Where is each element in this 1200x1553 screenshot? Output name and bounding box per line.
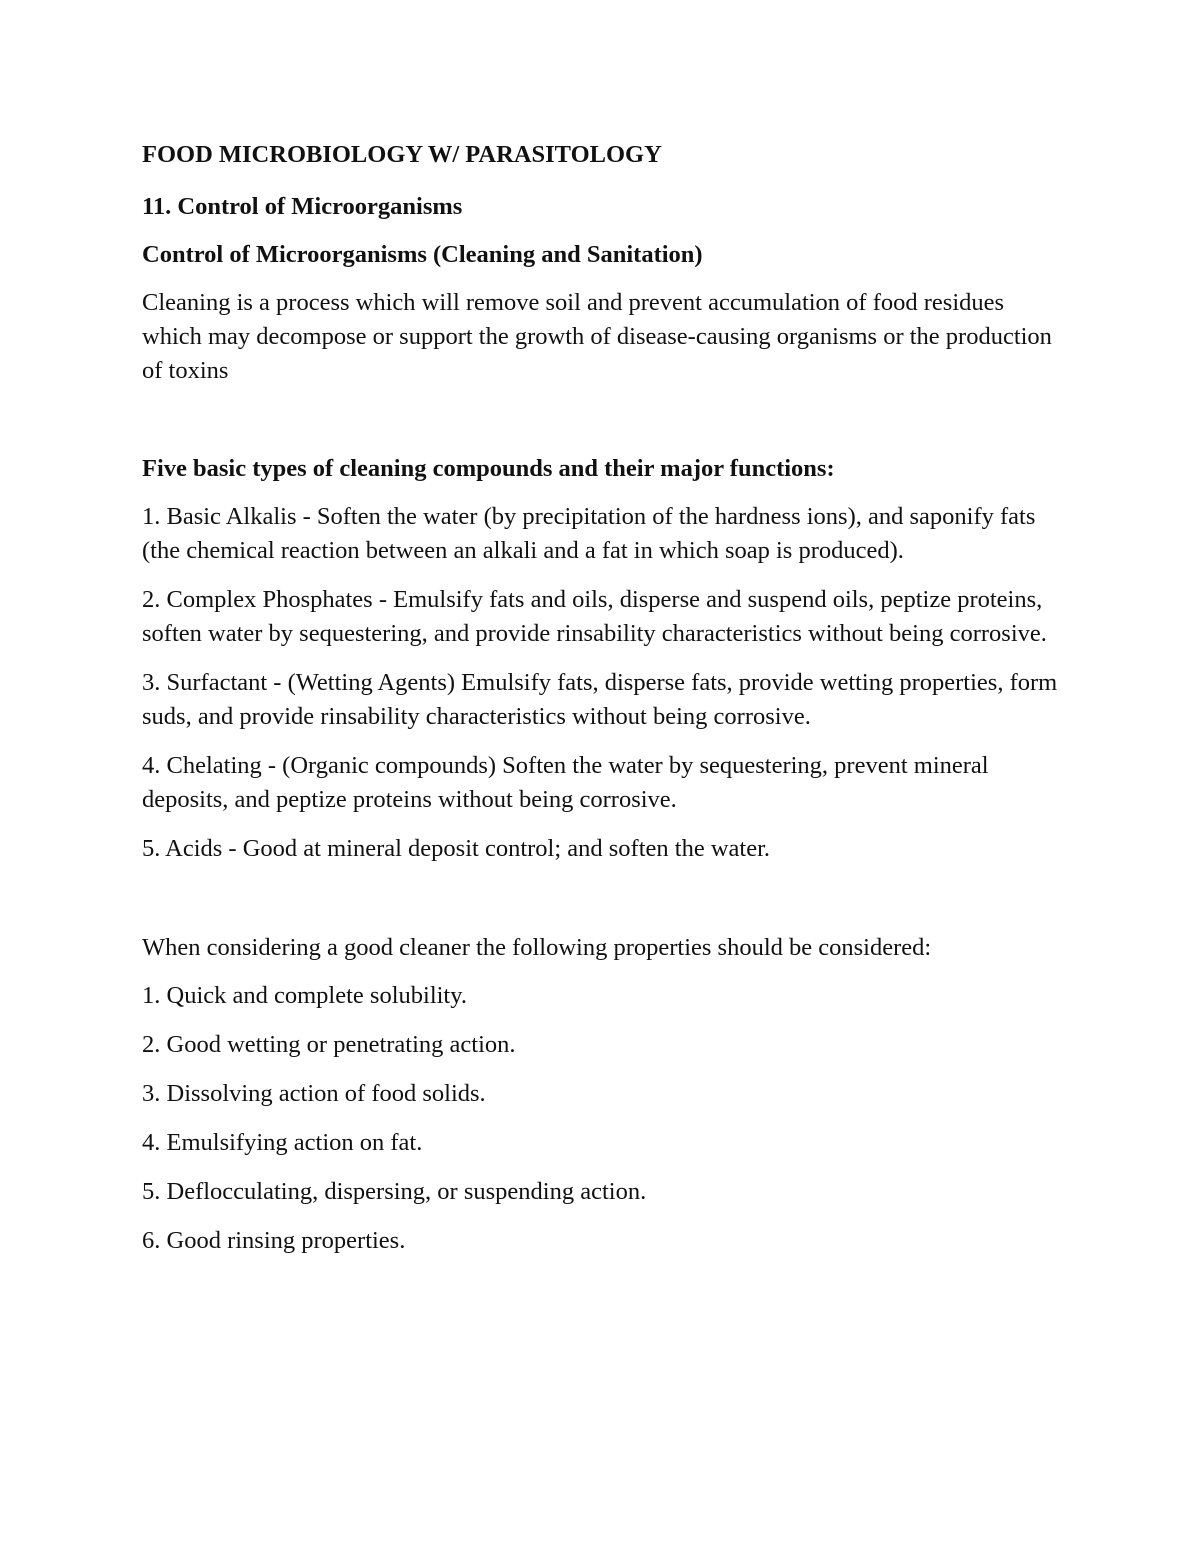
document-title: FOOD MICROBIOLOGY W/ PARASITOLOGY — [142, 141, 662, 168]
document-page — [142, 138, 1062, 1273]
property-item: 1. Quick and complete solubility. — [142, 982, 468, 1009]
intro-paragraph: Cleaning is a process which will remove soil and prevent accumulation of food residues which may decompose or support the growth of disease-causing organisms or the production of toxins — [142, 289, 1052, 384]
compound-item: 4. Chelating - (Organic compounds) Soften the water by sequestering, prevent mineral deposits, and peptize proteins without being corrosive. — [142, 752, 989, 813]
property-item: 2. Good wetting or penetrating action. — [142, 1031, 516, 1058]
compound-item: 1. Basic Alkalis - Soften the water (by precipitation of the hardness ions), and saponify fats (the chemical reaction between an alkali and a fat in which soap is produced). — [142, 503, 1036, 564]
property-item: 4. Emulsifying action on fat. — [142, 1129, 423, 1156]
subsection-heading: Control of Microorganisms (Cleaning and Sanitation) — [142, 241, 703, 268]
compound-item: 5. Acids - Good at mineral deposit control; and soften the water. — [142, 835, 771, 862]
compound-item: 2. Complex Phosphates - Emulsify fats and oils, disperse and suspend oils, peptize proteins, soften water by sequestering, and provide rinsability characteristics without being corrosive. — [142, 586, 1047, 647]
section-heading: 11. Control of Microorganisms — [142, 193, 463, 220]
property-item: 3. Dissolving action of food solids. — [142, 1080, 486, 1107]
compound-item: 3. Surfactant - (Wetting Agents) Emulsify fats, disperse fats, provide wetting properties, form suds, and provide rinsability characteristics without being corrosive. — [142, 669, 1058, 730]
property-item: 6. Good rinsing properties. — [142, 1227, 406, 1254]
compounds-heading: Five basic types of cleaning compounds and their major functions: — [142, 455, 835, 482]
properties-intro: When considering a good cleaner the following properties should be considered: — [142, 934, 932, 961]
property-item: 5. Deflocculating, dispersing, or suspending action. — [142, 1178, 647, 1205]
spacer — [142, 881, 1062, 931]
spacer — [142, 402, 1062, 452]
